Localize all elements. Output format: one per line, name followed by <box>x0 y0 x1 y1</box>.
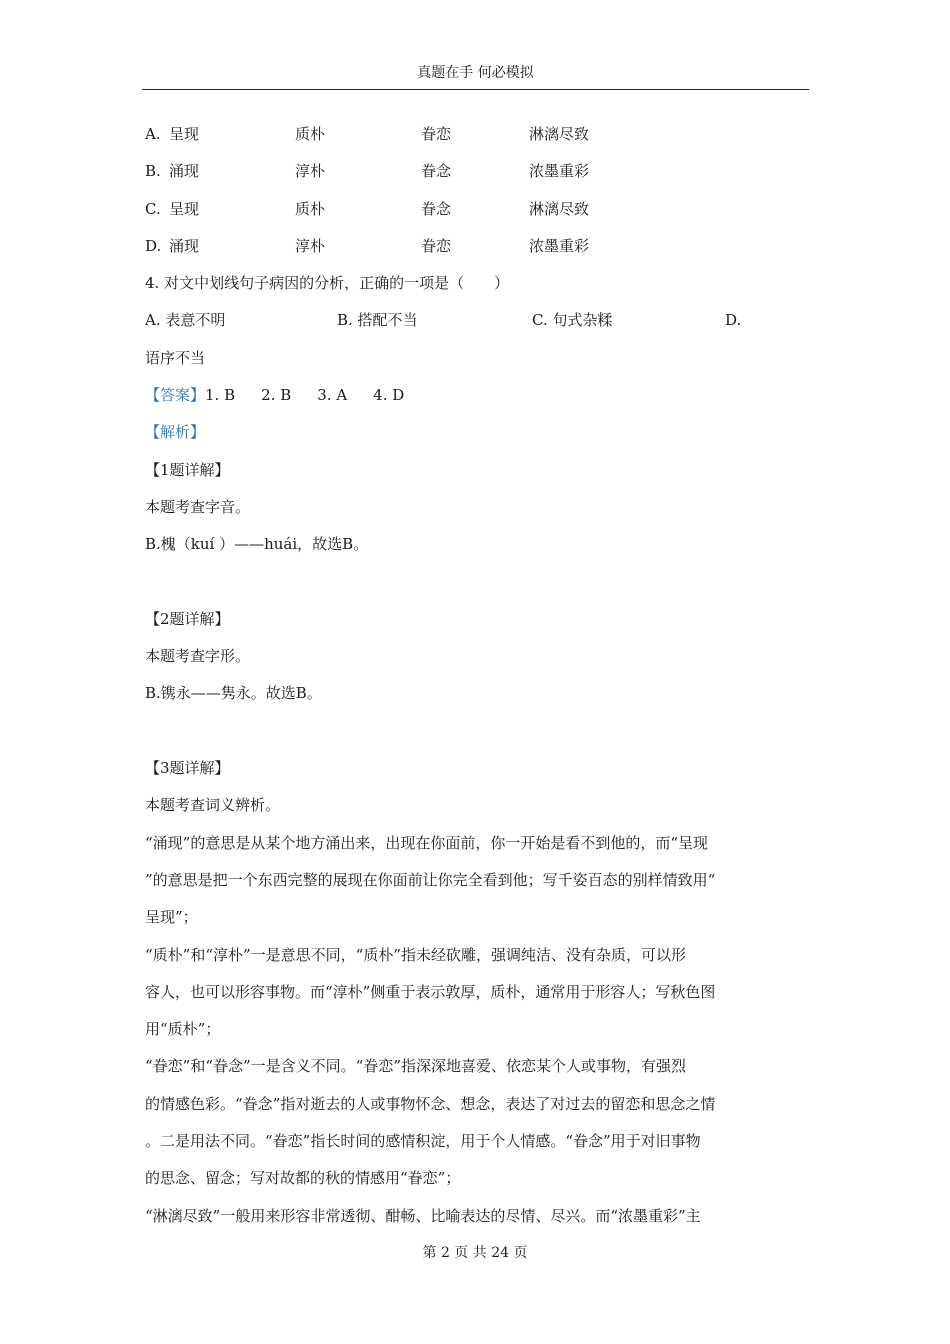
q3-paragraph-line: 呈现”； <box>145 908 198 927</box>
header-divider <box>142 89 809 90</box>
q3-option-d <box>145 232 805 269</box>
option-word-1: 涌现 <box>169 236 200 255</box>
answer-label: 【答案】 <box>145 386 206 405</box>
option-word-4: 浓墨重彩 <box>529 162 590 181</box>
option-word-2: 淳朴 <box>295 236 326 255</box>
option-letter: C. <box>145 199 161 218</box>
q3-paragraph-line: 用“质朴”； <box>145 1020 221 1039</box>
option-word-3: 眷念 <box>421 199 452 218</box>
option-word-1: 呈现 <box>169 199 200 218</box>
q2-heading: 【2题详解】 <box>145 609 230 628</box>
page-header: 真题在手 何必模拟 <box>417 65 534 81</box>
option-word-1: 涌现 <box>169 162 200 181</box>
option-word-3: 眷念 <box>421 162 452 181</box>
q3-heading: 【3题详解】 <box>145 759 230 778</box>
q3-paragraph-line: “眷恋”和“眷念”一是含义不同。“眷恋”指深深地喜爱、依恋某个人或事物，有强烈 <box>145 1057 687 1076</box>
answer-item: 1. B <box>205 386 236 405</box>
q3-option-a <box>145 120 805 157</box>
option-word-1: 呈现 <box>169 125 200 143</box>
answer-item: 2. B <box>261 386 292 405</box>
option-letter: D. <box>145 236 162 255</box>
option-word-2: 质朴 <box>295 199 326 218</box>
answer-line <box>145 381 805 418</box>
q4-option-c: C. 句式杂糅 <box>532 311 613 330</box>
q4-option-d-continued: 语序不当 <box>145 348 206 367</box>
q4-option-b: B. 搭配不当 <box>337 311 418 330</box>
option-letter: A. <box>145 125 161 143</box>
q4-option-a: A. 表意不明 <box>145 311 226 330</box>
q2-text: B.镌永——隽永。故选B。 <box>145 684 322 703</box>
option-word-4: 浓墨重彩 <box>529 236 590 255</box>
q3-paragraph-line: 。二是用法不同。“眷恋”指长时间的感情积淀，用于个人情感。“眷念”用于对旧事物 <box>145 1132 701 1151</box>
q4-options <box>145 306 805 343</box>
answer-item: 3. A <box>317 386 348 405</box>
q3-paragraph-line: “质朴”和“淳朴”一是意思不同，“质朴”指未经砍雕，强调纯洁、没有杂质，可以形 <box>145 945 687 964</box>
option-word-4: 淋漓尽致 <box>529 199 590 218</box>
option-word-2: 淳朴 <box>295 162 326 181</box>
option-word-2: 质朴 <box>295 125 326 143</box>
q3-paragraph-line: 的情感色彩。“眷念”指对逝去的人或事物怀念、想念，表达了对过去的留恋和思念之情 <box>145 1094 716 1113</box>
option-word-3: 眷恋 <box>421 125 452 143</box>
q1-text: 本题考查字音。 <box>145 497 251 516</box>
q3-paragraph-line: “涌现”的意思是从某个地方涌出来，出现在你面前，你一开始是看不到他的，而“呈现 <box>145 833 709 852</box>
option-letter: B. <box>145 162 161 181</box>
answer-item: 4. D <box>373 386 405 405</box>
blank-line <box>145 717 805 754</box>
q1-heading: 【1题详解】 <box>145 460 230 479</box>
q3-paragraph-line: 容人，也可以形容事物。而“淳朴”侧重于表示敦厚，质朴，通常用于形容人；写秋色图 <box>145 982 716 1001</box>
q3-option-b <box>145 157 805 194</box>
q4-stem: 4. 对文中划线句子病因的分析，正确的一项是（ ） <box>145 274 510 293</box>
q3-paragraph-line: 的思念、留念；写对故都的秋的情感用“眷恋”； <box>145 1169 461 1188</box>
q3-text: 本题考查词义辨析。 <box>145 796 281 815</box>
blank-line <box>145 568 805 605</box>
option-word-3: 眷恋 <box>421 236 452 255</box>
q4-option-d: D. <box>725 311 742 330</box>
q1-text: B.槐（kuí ）——huái，故选B。 <box>145 535 369 554</box>
q3-paragraph-line: “淋漓尽致”一般用来形容非常透彻、酣畅、比喻表达的尽情、尽兴。而“浓墨重彩”主 <box>145 1206 701 1225</box>
q3-paragraph-line: ”的意思是把一个东西完整的展现在你面前让你完全看到他；写千姿百态的别样情致用“ <box>145 870 716 889</box>
page-body <box>145 120 805 1239</box>
analysis-label: 【解析】 <box>145 423 206 442</box>
page-footer: 第 2 页 共 24 页 <box>422 1245 528 1261</box>
q3-option-c <box>145 195 805 232</box>
q2-text: 本题考查字形。 <box>145 647 251 666</box>
option-word-4: 淋漓尽致 <box>529 125 590 143</box>
